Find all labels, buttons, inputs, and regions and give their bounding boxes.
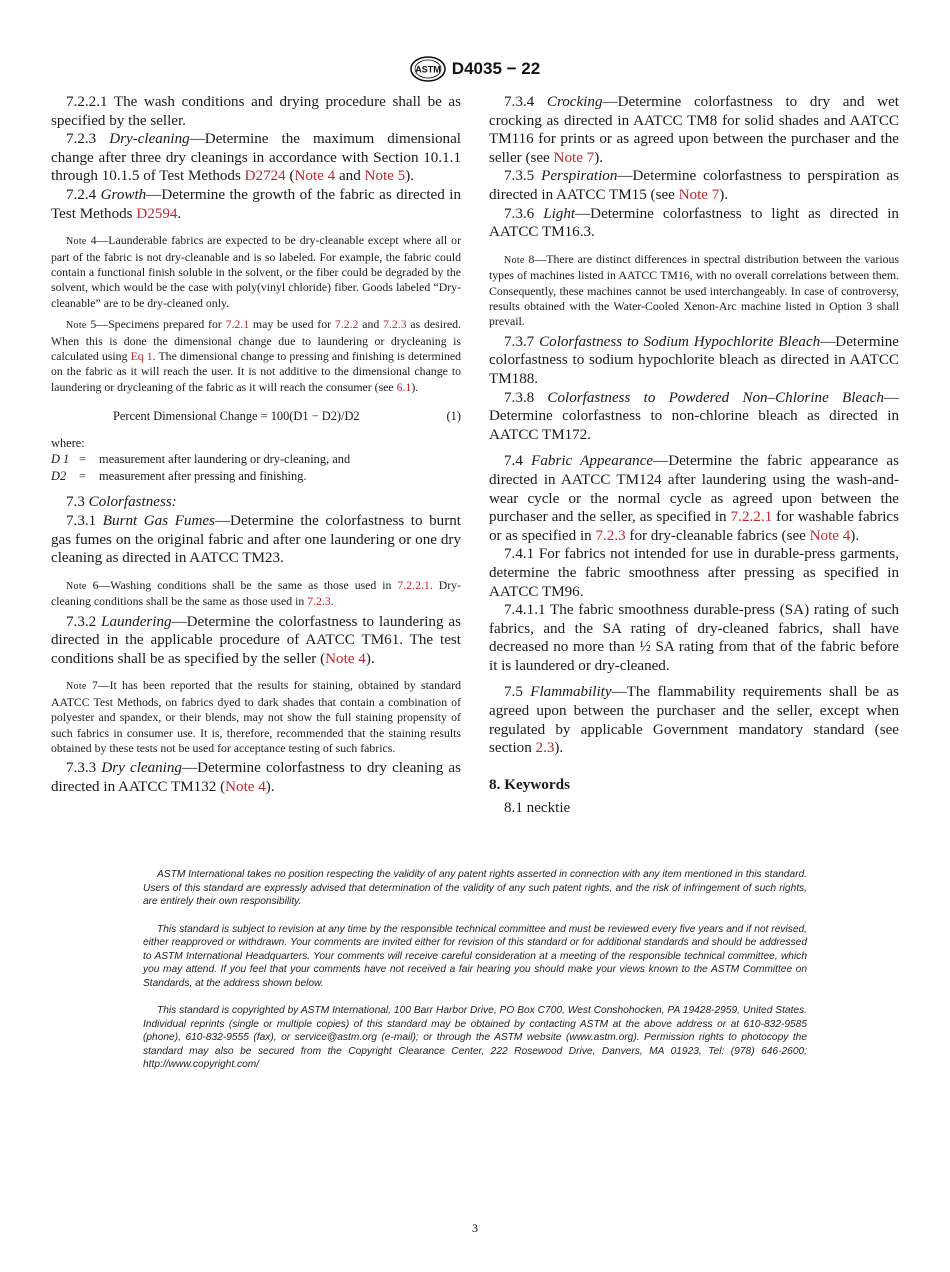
section-7-3: 7.3 Colorfastness: <box>66 494 177 511</box>
section-7-3-8: 7.3.8 Colorfastness to Powdered Non–Chlorine Bleach—Determine colorfastness to non-chlorine bleach as directed in AATCC TM172. <box>489 389 899 443</box>
equation-1: Percent Dimensional Change = 100(D1 − D2)/D2 (1) <box>51 407 461 426</box>
footer-revision-notice: This standard is subject to revision at any time by the responsible technical committee and must be reviewed every five years and if not revised, either reapproved or withdrawn. Your comments are invited either for revision of this standard or for additional standards and should be addressed to ASTM International Headquarters. Your comments will receive careful consideration at a meeting of the responsible technical committee, which you may attend. If you feel that your comments have not received a fair hearing you should make your views known to the ASTM Committee on Standards, at the address shown below. <box>143 923 807 989</box>
ref-note-4-link[interactable]: Note 4 <box>325 650 366 667</box>
equation-number: (1) <box>446 409 461 424</box>
footer-copyright-notice: This standard is copyrighted by ASTM International, 100 Barr Harbor Drive, PO Box C700, West Conshohocken, PA 19428-2959, United States. Individual reprints (single or multiple copies) of this standard may be obtained by contacting ASTM at the above address or at 610-832-9585 (phone), 610-832-9555 (fax), or service@astm.org (e-mail); or through the ASTM website (www.astm.org). Permission rights to photocopy the standard may also be secured from the Copyright Clearance Center, 222 Rosewood Drive, Danvers, MA 01923, Tel: (978) 646-2600; http://www.copyright.com/ <box>143 1005 807 1070</box>
ref-note-4-link[interactable]: Note 4 <box>225 778 266 795</box>
ref-7-2-1-link[interactable]: 7.2.1 <box>225 317 250 332</box>
ref-7-2-3-link[interactable]: 7.2.3 <box>595 527 626 544</box>
ref-6-1-link[interactable]: 6.1 <box>396 379 412 394</box>
section-8-1: 8.1 necktie <box>504 800 571 817</box>
note-7: Note 7—It has been reported that the results for staining, obtained by standard AATCC Test Methods, on fabrics dyed to dark shades that contain a combination of polyester and spandex, or their blends, may not show the full staining propensity of such fabrics in consumer use. It is, therefore, recommended that the staining results obtained by these tests not be used for acceptance testing of such fabrics. <box>51 678 461 755</box>
section-7-5: 7.5 Flammability—The flammability requirements shall be as agreed upon between the purchaser and the seller, except when regulated by applicable Government mandatory standard (see section 2.3). <box>489 684 899 757</box>
section-7-4-1: 7.4.1 For fabrics not intended for use in durable-press garments, determine the fabric smoothness after pressing as specified in AATCC TM96. <box>489 546 899 600</box>
page-number: 3 <box>472 1221 478 1235</box>
ref-note-7-link[interactable]: Note 7 <box>678 186 720 203</box>
ref-d2724-link[interactable]: D2724 <box>244 168 286 185</box>
document-id: D4035 − 22 <box>451 59 541 78</box>
section-7-3-4: 7.3.4 Crocking—Determine colorfastness to dry and wet crocking as directed in AATCC TM8 for solid shades and AATCC TM116 for prints or as agreed upon between the purchaser and the seller (see Note 7). <box>489 94 899 166</box>
ref-eq-1-link[interactable]: Eq 1 <box>130 349 153 363</box>
legal-footer <box>143 868 807 1086</box>
section-7-4: 7.4 Fabric Appearance—Determine the fabric appearance as directed in AATCC TM124 after laundering using the wash-and-wear cycle or the normal cycle as agreed upon between the purchaser and the seller, as specified in 7.2.2.1 for washable fabrics or as specified in 7.2.3 for dry-cleanable fabrics (see Note 4). <box>489 453 899 544</box>
ref-7-2-3-link[interactable]: 7.2.3 <box>307 594 331 609</box>
ref-note-4-link[interactable]: Note 4 <box>294 168 336 185</box>
keywords-heading: 8. Keywords <box>489 775 570 793</box>
section-7-3-3: 7.3.3 Dry cleaning—Determine colorfastness to dry cleaning as directed in AATCC TM132 (Note 4). <box>51 760 461 795</box>
section-7-3-5: 7.3.5 Perspiration—Determine colorfastness to perspiration as directed in AATCC TM15 (see Note 7). <box>489 168 899 203</box>
ref-7-2-2-link[interactable]: 7.2.2 <box>334 317 359 332</box>
section-7-3-1: 7.3.1 Burnt Gas Fumes—Determine the colorfastness to burnt gas fumes on the original fabric and after one laundering or one dry cleaning as directed in AATCC TM23. <box>51 512 461 567</box>
note-5: Note 5—Specimens prepared for 7.2.1 may be used for 7.2.2 and 7.2.3 as desired. When this is done the dimensional change due to laundering or drycleaning is calculated using Eq 1. The dimensional change to pressing and finishing is determined on the fabric as it will reach the user. It is not additive to the dimensional change to laundering or drycleaning of the fabric as it will reach the consumer (see 6.1). <box>51 317 462 394</box>
ref-7-2-3-link[interactable]: 7.2.3 <box>383 317 407 332</box>
note-4: Note 4—Launderable fabrics are expected to be dry-cleanable except where all or part of the fabric is not dry-cleanable and is so labeled. For example, the fabric could contain a functional finish soluble in the solvent, or the fiber could be degraded by the solvent, which would be the case with poly(vinyl chloride) fiber. Goods labeled “Dry-cleanable” are to be dry-cleaned only. <box>51 233 461 310</box>
definition-d2: D2 = measurement after pressing and finishing. <box>51 469 307 484</box>
ref-2-3-link[interactable]: 2.3 <box>535 740 555 757</box>
section-7-2-2-1: 7.2.2.1 The wash conditions and drying procedure shall be as specified by the seller. <box>51 94 461 129</box>
section-7-3-6: 7.3.6 Light—Determine colorfastness to light as directed in AATCC TM16.3. <box>489 205 899 241</box>
section-7-3-7: 7.3.7 Colorfastness to Sodium Hypochlorite Bleach—Determine colorfastness to sodium hypochlorite bleach as directed in AATCC TM188. <box>489 333 899 387</box>
logo-text: ASTM <box>415 64 441 75</box>
astm-logo-icon <box>410 56 446 82</box>
ref-7-2-2-1-link[interactable]: 7.2.2.1 <box>730 509 773 526</box>
footer-patent-notice: ASTM International takes no position respecting the validity of any patent rights asserted in connection with any item mentioned in this standard. Users of this standard are expressly advised that determination of the validity of any such patent rights, and the risk of infringement of such rights, are entirely their own responsibility. <box>143 869 807 907</box>
note-6: Note 6—Washing conditions shall be the same as those used in 7.2.2.1. Dry-cleaning conditions shall be the same as those used in 7.2.3. <box>51 577 461 609</box>
definition-d1: D 1 = measurement after laundering or dry-cleaning, and <box>51 452 351 467</box>
section-7-2-4: 7.2.4 Growth—Determine the growth of the fabric as directed in Test Methods D2594. <box>51 186 461 222</box>
right-column <box>489 93 899 818</box>
ref-note-7-link[interactable]: Note 7 <box>553 149 595 166</box>
where-label: where: <box>51 435 85 450</box>
note-8: Note 8—There are distinct differences in spectral distribution between the various types of machines listed in AATCC TM16, with no overall correlations between them. Consequently, these machines cannot be used interchangeably. In case of controversy, results obtained with the Water-Cooled Xenon-Arc machine listed in Option 3 shall prevail. <box>489 251 899 329</box>
page-header <box>0 56 950 82</box>
ref-d2594-link[interactable]: D2594 <box>136 205 178 222</box>
ref-note-5-link[interactable]: Note 5 <box>364 168 406 185</box>
section-7-2-3: 7.2.3 Dry-cleaning—Determine the maximum dimensional change after three dry cleanings in accordance with Section 10.1.1 through 10.1.5 of Test Methods D2724 (Note 4 and Note 5). <box>51 131 461 185</box>
section-7-4-1-1: 7.4.1.1 The fabric smoothness durable-press (SA) rating of such fabrics, and the SA rating of dry-cleaned fabrics, shall have decreased no more than ½ SA rating from that of the fabric before it is laundered or dry-cleaned. <box>489 602 899 674</box>
ref-note-4-link[interactable]: Note 4 <box>809 527 851 544</box>
ref-7-2-2-1-link[interactable]: 7.2.2.1 <box>397 577 430 592</box>
left-column <box>51 93 461 797</box>
section-7-3-2: 7.3.2 Laundering—Determine the colorfastness to laundering as directed in the applicable procedure of AATCC TM61. The test conditions shall be as specified by the seller (Note 4). <box>51 613 461 667</box>
